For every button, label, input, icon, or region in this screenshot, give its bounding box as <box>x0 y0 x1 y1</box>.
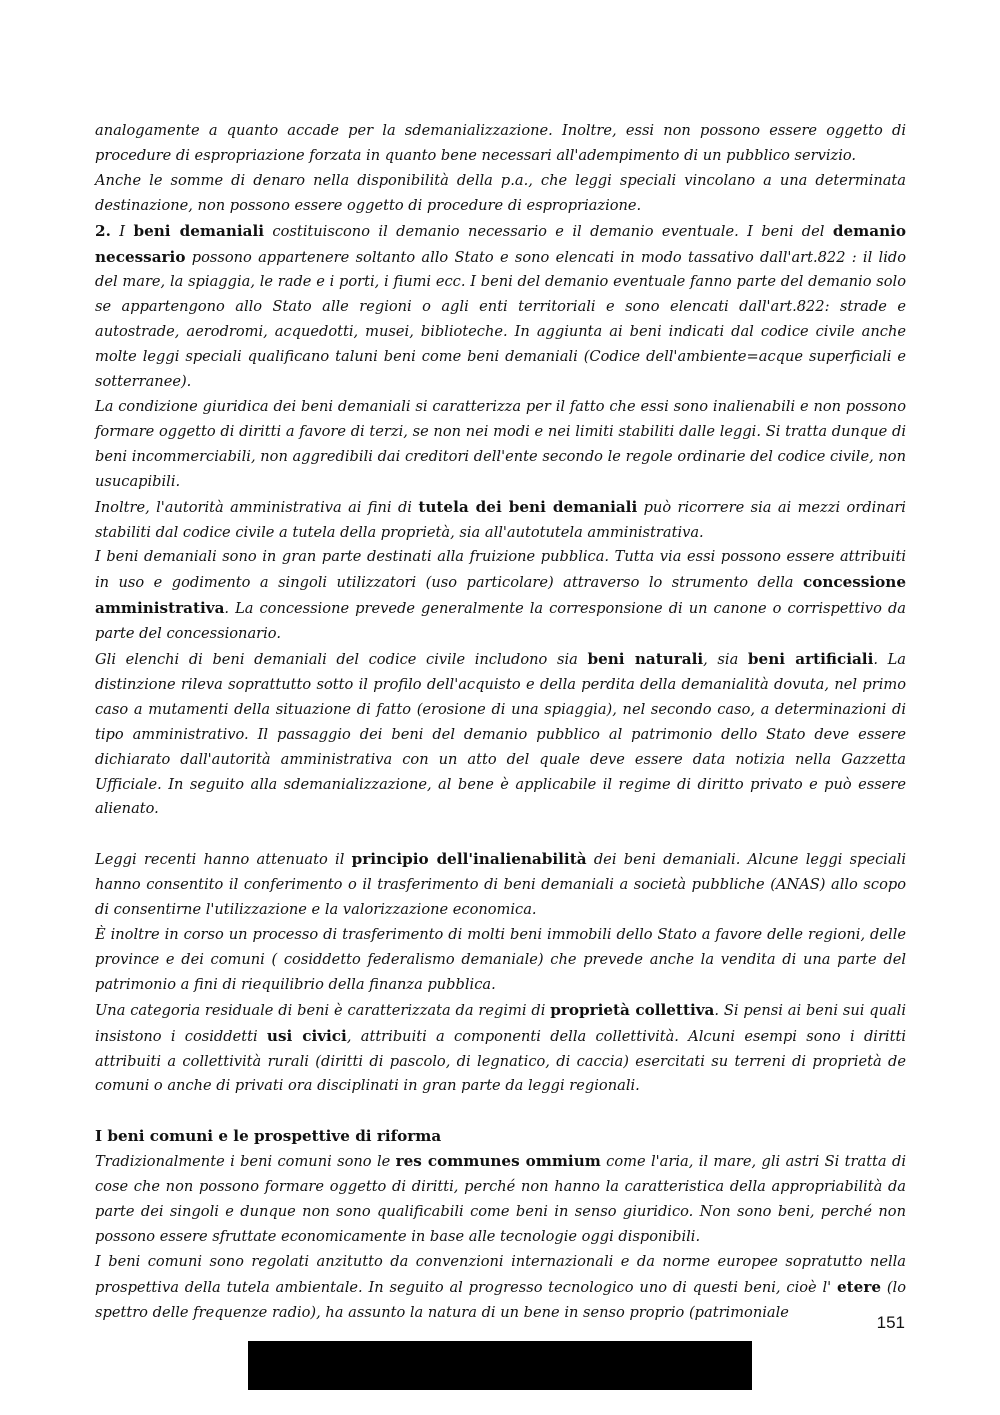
bold-term: res communes ommium <box>395 1152 601 1171</box>
section-number: 2. <box>95 221 111 240</box>
page-number: 151 <box>876 1313 905 1332</box>
text-run: (lo spettro delle frequenze radio), ha assunto la natura di un bene in senso proprio (patrimoniale <box>95 1278 906 1321</box>
text-run: costituiscono il demanio necessario e il demanio eventuale. I beni del <box>264 222 833 240</box>
bold-term: demanio necessario <box>95 221 907 266</box>
text-run: Una categoria residuale di beni è caratterizzata da regimi di <box>95 1001 551 1019</box>
bold-term: beni artificiali <box>747 650 874 669</box>
paragraph: La condizione giuridica dei beni demaniali si caratterizza per il fatto che essi sono inalienabili e non possono formare oggetto di diritti a favore di terzi, se non nei modi e nei limiti stabiliti dalle leggi. Si tratta dunque di beni incommerciabili, non aggredibili dai creditori dell'ente secondo le regole ordinarie del codice civile, non usucapibili. <box>95 397 906 490</box>
paragraph: È inoltre in corso un processo di trasferimento di molti beni immobili dello Stato a favore delle regioni, delle province e dei comuni ( cosiddetto federalismo demaniale) che prevede anche la vendita di una parte del patrimonio a fini di riequilibrio della finanza pubblica. <box>95 925 906 993</box>
text-run: Inoltre, l'autorità amministrativa ai fini di <box>95 498 419 516</box>
text-run: Leggi recenti hanno attenuato il <box>95 851 352 869</box>
text-run: possono appartenere soltanto allo Stato e sono elencati in modo tassativo dall'art.822 : il lido del mare, la spiaggia, le rade e i porti, i fiumi ecc. I beni del demanio eventuale fanno parte del demanio solo se appartengono allo Stato alle regioni o agli enti territoriali e sono elencati dall'art.822: strade e autostrade, aerodromi, acquedotti, musei, biblioteche. In aggiunta ai beni indicati dal codice civile anche molte leggi speciali qualificano taluni beni come beni demaniali (Codice dell'ambiente=acque superficiali e sotterranee). <box>95 248 906 391</box>
text-run: . La concessione prevede generalmente la corresponsione di un canone o corrispettivo da parte del concessionario. <box>95 600 906 643</box>
text-run: Gli elenchi di beni demaniali del codice civile includono sia <box>95 651 588 669</box>
text-run: I beni comuni sono regolati anzitutto da convenzioni internazionali e da norme europee sopratutto nella prospettiva della tutela ambientale. In seguito al progresso tecnologico uno di questi beni, cioè l' <box>95 1252 906 1296</box>
text-run: dei beni demaniali. Alcune leggi speciali hanno consentito il conferimento o il trasferimento di beni demaniali a società pubbliche (ANAS) allo scopo di consentirne l'utilizzazione e la valorizzazione economica. <box>95 851 906 919</box>
paragraph <box>95 1149 906 1250</box>
text-run: può ricorrere sia ai mezzi ordinari stabiliti dal codice civile a tutela della proprietà, sia all'autotutela amministrativa. <box>95 498 906 541</box>
paragraph: analogamente a quanto accade per la sdemanializzazione. Inoltre, essi non possono essere oggetto di procedure di espropriazione forzata in quanto bene necessari all'adempimento di un pubblico servizio. <box>95 122 906 164</box>
bold-term: beni demaniali <box>133 221 265 240</box>
paragraph <box>95 998 906 1100</box>
bold-term: proprietà collettiva <box>550 1000 715 1019</box>
bold-term: beni naturali <box>587 650 704 669</box>
paragraph <box>95 1250 906 1326</box>
text-run: , attribuiti a componenti della collettività. Alcuni esempi sono i diritti attribuiti a collettività rurali (diritti di pascolo, di legnatico, di caccia) esercitati su terreni di proprietà de comuni o anche di privati ora disciplinati in gran parte da leggi regionali. <box>95 1027 906 1095</box>
paragraph <box>95 495 906 546</box>
text-run: . Si pensi ai beni sui quali insistono i cosiddetti <box>95 1001 907 1045</box>
bold-term: tutela dei beni demaniali <box>418 497 638 516</box>
paragraph <box>95 219 906 395</box>
bold-term: usi civici <box>266 1026 347 1045</box>
text-run: I <box>110 222 134 240</box>
section-heading: I beni comuni e le prospettive di riforma <box>95 1127 442 1146</box>
text-run: come l'aria, il mare, gli astri Si tratta di cose che non possono formare oggetto di diritti, perché non hanno la caratteristica della appropriabilità da parte dei singoli e dunque non sono qualificabili come beni in senso giuridico. Non sono beni, perché non possono essere sfruttate economicamente in base alle tecnologie oggi disponibili. <box>95 1153 906 1245</box>
footer-black-bar <box>248 1341 752 1390</box>
text-run: I beni demaniali sono in gran parte destinati alla fruizione pubblica. Tutta via essi possono essere attribuiti in uso e godimento a singoli utilizzatori (uso particolare) attraverso lo strumento della <box>95 548 906 592</box>
paragraph <box>95 545 906 647</box>
bold-term: concessione amministrativa <box>95 573 906 618</box>
paragraph: Anche le somme di denaro nella disponibilità della p.a., che leggi speciali vincolano a una determinata destinazione, non possono essere oggetto di procedure di espropriazione. <box>95 171 906 214</box>
document-body <box>95 119 906 1325</box>
text-run: Tradizionalmente i beni comuni sono le <box>95 1153 396 1171</box>
paragraph <box>95 647 906 822</box>
text-run: . La distinzione rileva soprattutto sotto il profilo dell'acquisto e della perdita della demanialità dovuta, nel primo caso a mutamenti della situazione di fatto (erosione di una spiaggia), nel secondo caso, a determinazioni di tipo amministrativo. Il passaggio dei beni del demanio pubblico al patrimonio dello Stato deve essere dichiarato dall'autorità amministrativa con un atto del quale deve essere data notizia nella Gazzetta Ufficiale. In seguito alla sdemanializzazione, al bene è applicabile il regime di diritto privato e può essere alienato. <box>95 651 906 818</box>
text-run: , sia <box>703 651 748 669</box>
paragraph <box>95 847 906 923</box>
bold-term: principio dell'inalienabilità <box>351 850 587 869</box>
bold-term: etere <box>837 1277 882 1296</box>
